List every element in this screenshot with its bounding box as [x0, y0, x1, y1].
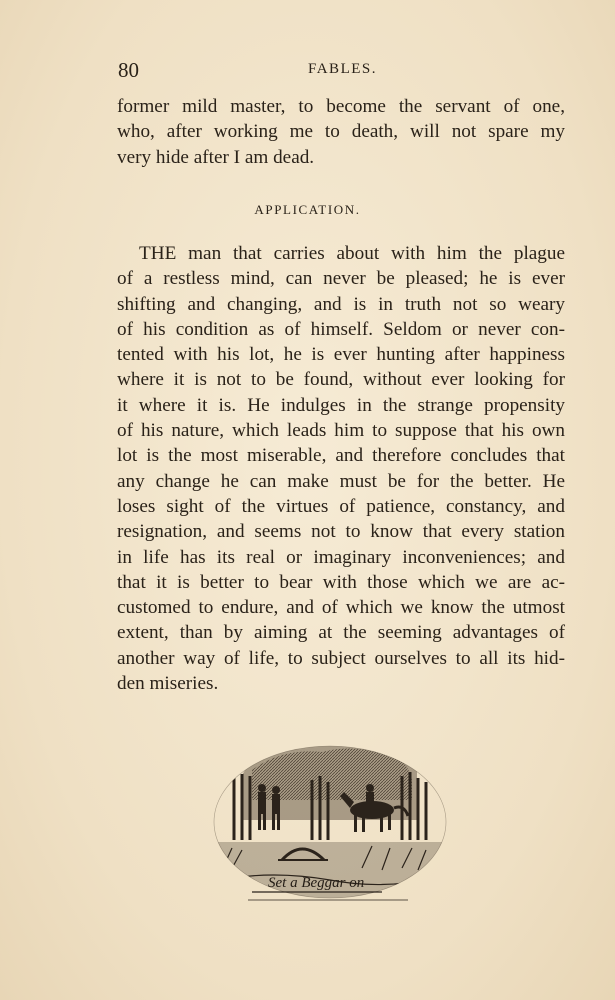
text-line: of his nature, which leads him to suppose that his own — [117, 420, 565, 442]
running-title: FABLES. — [308, 61, 377, 77]
page-header — [118, 58, 568, 84]
text-line: any change he can make must be for the better. He — [117, 470, 565, 492]
vignette-inscription: Set a Beggar on — [268, 875, 365, 891]
application-paragraph — [117, 241, 565, 696]
woodcut-illustration — [212, 730, 448, 905]
section-heading: APPLICATION. — [254, 202, 361, 217]
text-line: former mild master, to become the servant of one, — [117, 96, 565, 117]
page-number: 80 — [118, 58, 139, 82]
text-line: it where it is. He indulges in the strange propensity — [117, 394, 565, 416]
text-line: of his condition as of himself. Seldom or never con- — [117, 318, 565, 340]
text-line: of a restless mind, can never be pleased; he is ever — [117, 268, 565, 290]
text-line: tented with his lot, he is ever hunting after happiness — [117, 344, 565, 366]
woodcut-vignette — [212, 730, 448, 905]
text-line: THE man that carries about with him the plague — [139, 243, 565, 264]
continuation-paragraph — [117, 94, 565, 170]
text-line: in life has its real or imaginary inconveniences; and — [117, 546, 565, 568]
text-line: resignation, and seems not to know that every station — [117, 521, 565, 543]
text-line: loses sight of the virtues of patience, constancy, and — [117, 495, 565, 517]
text-line: another way of life, to subject ourselves to all its hid- — [117, 647, 565, 669]
text-line: very hide after I am dead. — [117, 146, 315, 168]
text-line: shifting and changing, and is in truth not so weary — [117, 293, 565, 315]
text-line: who, after working me to death, will not spare my — [117, 121, 565, 143]
text-line: customed to endure, and of which we know the utmost — [117, 597, 565, 619]
text-line: where it is not to be found, without ever looking for — [117, 369, 565, 391]
text-line: extent, than by aiming at the seeming advantages of — [117, 622, 565, 644]
text-line: den miseries. — [117, 673, 219, 695]
text-line: that it is better to bear with those which we are ac- — [117, 571, 565, 593]
text-line: lot is the most miserable, and therefore concludes that — [117, 445, 565, 467]
